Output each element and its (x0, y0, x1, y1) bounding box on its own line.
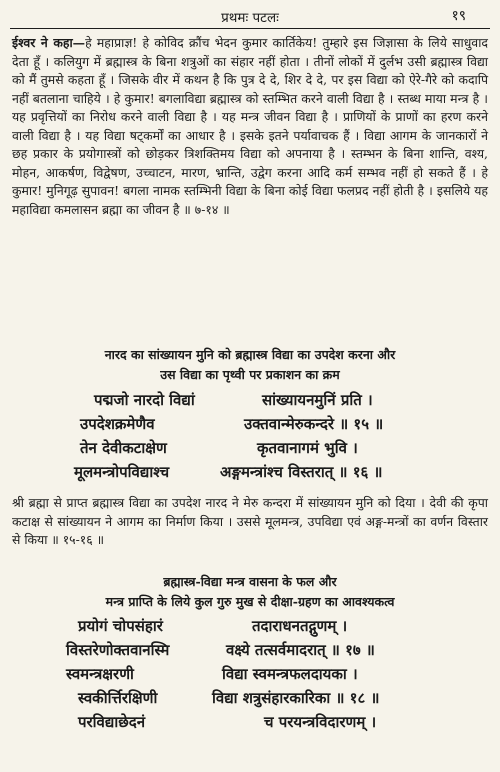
verse-first-half: परविद्याछेदनं (78, 713, 146, 731)
verse-line (0, 414, 500, 440)
verse-line (0, 688, 500, 714)
verse-line (0, 712, 500, 738)
verse-line (0, 640, 500, 666)
verse-first-half: तेन देवीकटाक्षेण (80, 439, 167, 457)
header-rule (10, 28, 490, 29)
verse-line (0, 616, 500, 642)
section1-heading-line2: उस विद्या का पृथ्वी पर प्रकाशन का क्रम (160, 367, 340, 382)
verse-line (0, 438, 500, 464)
section1-heading-line1: नारद का सांख्यायन मुनि को ब्रह्मास्त्र विद्या का उपदेश करना और (104, 347, 396, 362)
verse-second-half: विद्या शत्रुसंहारकारिका ॥ १८ ॥ (212, 689, 380, 707)
verse-line (0, 462, 500, 488)
verse-second-half: अङ्गमन्त्रांश्च विस्तरात् ॥ १६ ॥ (220, 463, 383, 481)
section2-heading-line1: ब्रह्मास्त्र-विद्या मन्त्र वासना के फल और (163, 574, 337, 589)
verse-first-half: पद्मजो नारदो विद्यां (94, 391, 195, 409)
verse-second-half: उक्तवान्मेरुकन्दरे ॥ १५ ॥ (244, 415, 384, 433)
verse-first-half: उपदेशक्रमेणैव (80, 415, 155, 433)
verse-second-half: कृतवानागमं भुवि । (257, 439, 358, 457)
verse-first-half: विस्तरेणोक्तवानस्मि (66, 641, 170, 659)
verse-line (0, 664, 500, 690)
verse-second-half: विद्या स्वमन्त्रफलदायका । (222, 665, 358, 683)
translation-paragraph: श्री ब्रह्मा से प्राप्त ब्रह्मास्त्र विद्या का उपदेश नारद ने मेरु कन्दरा में सांख्यायन मुनि को दिया । देवी की कृपा कटाक्ष से सांख्यायन ने आगम का निर्माण किया । उससे मूलमन्त्र, उपविद्या एवं अङ्ग-मन्त्रों का वर्णन विस्तार से किया ॥ १५-१६ ॥ (12, 495, 488, 548)
intro-text: हे महाप्राज्ञ! हे कोविद क्रौंच भेदन कुमार कार्तिकेय! तुम्हारे इस जिज्ञासा के लिये साधुवाद देता हूँ । कलियुग में ब्रह्मास्त्र के बिना शत्रुओं का संहार नहीं होता । तीनों लोकों में दुर्लभ उसी ब्रह्मास्त्र विद्या को मैं तुमसे कहता हूँ । जिसके वीर में कथन है कि पुत्र दे दे, शिर दे दे, पर इस विद्या को ऐरे-गैरे को कदापि नहीं बतलाना चाहिये । हे कुमार! बगलाविद्या ब्रह्मास्त्र को स्तम्भित करने वाली विद्या है । स्तब्ध माया मन्त्र है । यह प्रवृत्तियों का निरोध करने वाली विद्या है । यह मन्त्र जीवन विद्या है । प्राणियों के प्राणों का हरण करने वाली विद्या है । यह विद्या षट्कर्मों का आधार है । इसके इतने पर्यावाचक हैं । विद्या आगम के जानकारों ने छह प्रकार के प्रयोगास्त्रों को छोड़कर त्रिशक्तिमय विद्या को अपनाया है । स्तम्भन के बिना शान्ति, वश्य, मोहन, आकर्षण, विद्वेषण, उच्चाटन, मारण, भ्रान्ति, उद्वेग करना आदि कर्म सम्भव नहीं हो सकते हैं । हे कुमार! मुनिगूढ़ सुपावन! बगला नामक स्तम्भिनी विद्या के बिना कोई विद्या फलप्रद नहीं होती है । इसलिये यह महाविद्या कमलासन ब्रह्मा का जीवन है ॥ ७-१४ ॥ (12, 35, 488, 217)
page-header (0, 6, 500, 28)
chapter-title: प्रथमः पटलः (221, 10, 279, 26)
verse-first-half: स्वमन्त्रक्षरणी (66, 665, 134, 683)
verse-second-half: तदाराधनतद्गुणम् । (252, 617, 348, 635)
verse-first-half: प्रयोगं चोपसंहारं (78, 617, 163, 635)
verse-second-half: च परयन्त्रविदारणम् । (264, 713, 377, 731)
section2-heading-line2: मन्त्र प्राप्ति के लिये कुल गुरु मुख से दीक्षा-ग्रहण का आवश्यकत्व (105, 594, 395, 609)
speaker-label: ईश्वर ने कहा— (12, 35, 86, 50)
verse-second-half: वक्ष्ये तत्सर्वमादरात् ॥ १७ ॥ (226, 641, 375, 659)
verse-line (0, 390, 500, 416)
intro-paragraph (12, 34, 488, 219)
verse-first-half: स्वकीर्त्तिरक्षिणी (78, 689, 158, 707)
verse-second-half: सांख्यायनमुनिं प्रति । (262, 391, 373, 409)
verse-first-half: मूलमन्त्रोपविद्याश्च (74, 463, 170, 481)
page-number: १९ (451, 8, 466, 24)
